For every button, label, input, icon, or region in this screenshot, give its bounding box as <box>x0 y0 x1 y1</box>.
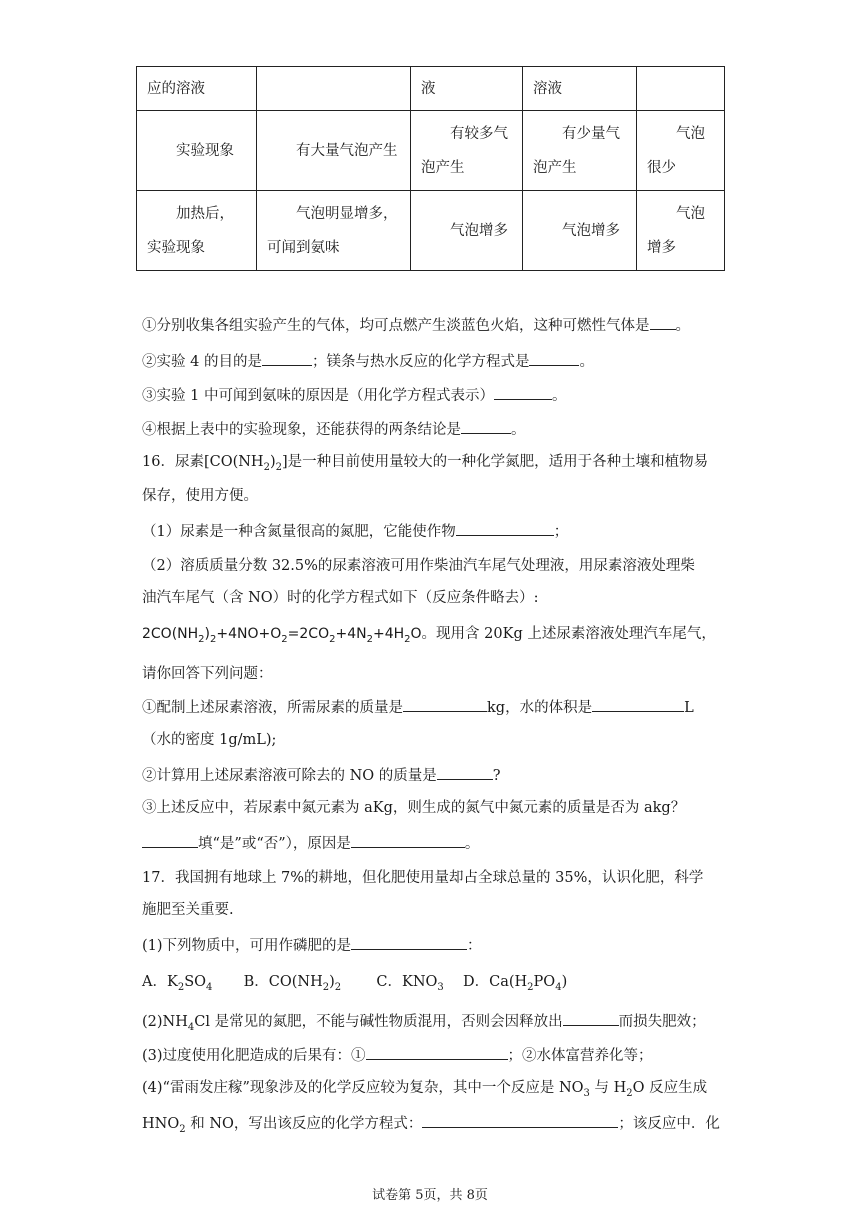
answer-blank[interactable] <box>563 1010 619 1026</box>
table-row <box>137 111 725 191</box>
q17-text: (3)过度使用化肥造成的后果有：① <box>142 1048 366 1064</box>
q17-part-2: $(2)NH_4Cl$ 是常见的氮肥，不能与碱性物质混用，否则会因释放出 而损失肥效； <box>142 1010 724 1038</box>
option-label: B．CO(NH <box>243 974 323 990</box>
q16-text: ①配制上述尿素溶液，所需尿素的质量是 <box>142 700 403 716</box>
q17-text: 而损失肥效； <box>618 1014 706 1030</box>
option-c[interactable]: C．$KNO_3$ <box>376 974 444 993</box>
answer-blank[interactable] <box>494 384 552 400</box>
table-cell: 气泡增多 <box>411 191 523 271</box>
table-cell: 液 <box>411 67 523 111</box>
q16-text: ]是一种目前使用量较大的一种化学氮肥，适用于各种土壤和植物易 <box>282 454 709 470</box>
table-cell <box>637 67 725 111</box>
q17-text: HNO <box>142 1116 180 1132</box>
page-footer: 试卷第 5页，共 8页 <box>372 1188 488 1203</box>
punct: 。 <box>511 422 526 438</box>
q16-item-3: ③上述反应中，若尿素中氮元素为 aKg，则生成的氮气中氮元素的质量是否为 akg？ <box>142 800 686 816</box>
q17-part-4: (4)“雷雨发庄稼”现象涉及的化学反应较为复杂，其中一个反应是 $NO_3$ 与 $H_2O$ 反应生成 <box>142 1080 708 1099</box>
q16-item-2 <box>142 764 724 786</box>
q17-text: O 反应生成 <box>632 1080 708 1096</box>
answer-blank[interactable] <box>351 934 467 950</box>
q17-text: (4)“雷雨发庄稼”现象涉及的化学反应较为复杂，其中一个反应是 NO <box>142 1080 584 1096</box>
q15-item-2 <box>142 350 724 372</box>
q15-item-3 <box>142 384 724 406</box>
q16-prompt: 请你回答下列问题： <box>142 666 273 682</box>
table-cell: 气泡增多 <box>523 191 637 271</box>
answer-blank[interactable] <box>262 350 312 366</box>
punct: ? <box>492 768 501 784</box>
q15-text: ；镁条与热水反应的化学方程式是 <box>311 354 530 370</box>
option-d[interactable]: D．$Ca(H_2PO_4)$ <box>463 974 568 993</box>
option-label: D．Ca(H <box>463 974 528 990</box>
answer-blank[interactable] <box>456 520 554 536</box>
punct: ： <box>467 938 482 954</box>
q17-text: Cl 是常见的氮肥，不能与碱性物质混用，否则会因释放出 <box>194 1014 563 1030</box>
table-cell: 气泡明显增多，可闻到氨味 <box>257 191 411 271</box>
table-row <box>137 67 725 111</box>
q16-part-1 <box>142 520 724 542</box>
q16-text: 。现用含 20Kg 上述尿素溶液处理汽车尾气， <box>421 626 716 642</box>
q17-part-4-cont: $HNO_2$ 和 NO，写出该反应的化学方程式： ；该反应中．化 <box>142 1112 724 1140</box>
q15-text: ③实验 1 中可闻到氨味的原因是（用化学方程式表示） <box>142 388 494 404</box>
q17-text: ；该反应中．化 <box>618 1116 720 1132</box>
q16-text: kg，水的体积是 <box>487 700 593 716</box>
q16-part-2-cont: 油汽车尾气（含 NO）时的化学方程式如下（反应条件略去）: <box>142 590 539 606</box>
option-label: A．K <box>142 974 178 990</box>
q17-part-3 <box>142 1044 724 1066</box>
punct: 。 <box>675 318 690 334</box>
table-cell: 实验现象 <box>137 111 257 191</box>
table-cell: 加热后，实验现象 <box>137 191 257 271</box>
punct: 。 <box>464 836 480 852</box>
answer-blank[interactable] <box>650 314 676 330</box>
punct: 。 <box>579 354 594 370</box>
q15-item-4 <box>142 418 724 440</box>
option-a[interactable]: A．$K_2SO_4$ <box>142 974 213 993</box>
q16-text: 填“是”或“否”），原因是 <box>198 836 351 852</box>
chemical-equation-line <box>142 624 724 650</box>
answer-blank[interactable] <box>529 350 579 366</box>
table-cell: 气泡很少 <box>637 111 725 191</box>
q15-item-1 <box>142 314 724 336</box>
q17-options <box>142 972 724 998</box>
table-cell: 有较多气泡产生 <box>411 111 523 191</box>
q17-text: 和 NO，写出该反应的化学方程式： <box>185 1116 423 1132</box>
q17-text: (2)NH <box>142 1014 188 1030</box>
answer-blank[interactable] <box>422 1112 618 1128</box>
option-label: C．KNO <box>376 974 438 990</box>
q16-stem-2: 保存，使用方便。 <box>142 488 258 504</box>
punct: 。 <box>551 388 567 404</box>
q16-item-3-cont <box>142 832 724 854</box>
q17-stem-2: 施肥至关重要. <box>142 902 234 918</box>
q16-text: 16．尿素[CO(NH <box>142 454 264 470</box>
q17-text: (1)下列物质中，可用作磷肥的是 <box>142 938 352 954</box>
q16-text: ) <box>269 454 276 470</box>
q17-part-1 <box>142 934 724 956</box>
q16-item-1 <box>142 696 724 718</box>
option-b[interactable]: B．$CO(NH_2)_2$ <box>243 974 342 993</box>
q15-text: ④根据上表中的实验现象，还能获得的两条结论是 <box>142 422 461 438</box>
q16-text: ②计算用上述尿素溶液可除去的 NO 的质量是 <box>142 768 437 784</box>
table-row <box>137 191 725 271</box>
q15-text: ②实验 4 的目的是 <box>142 354 262 370</box>
answer-blank[interactable] <box>403 696 487 712</box>
answer-blank[interactable] <box>461 418 511 434</box>
answer-blank[interactable] <box>366 1044 508 1060</box>
q17-text: ；②水体富营养化等； <box>507 1048 653 1064</box>
table-cell: 溶液 <box>523 67 637 111</box>
q15-text: ①分别收集各组实验产生的气体，均可点燃产生淡蓝色火焰，这种可燃性气体是 <box>142 318 650 334</box>
experiment-table <box>136 66 725 271</box>
q16-item-1-cont: （水的密度 1g/mL); <box>142 732 277 748</box>
chemical-equation: $2CO(NH_2)_2+4NO+O_2=2CO_2+4N_2+4H_2O$ <box>142 626 422 645</box>
q16-stem: 16．尿素$[CO(NH_2)_2]$是一种目前使用量较大的一种化学氮肥，适用于各种土壤和植物易 <box>142 454 709 473</box>
table-cell: 有大量气泡产生 <box>257 111 411 191</box>
punct: ； <box>553 524 569 540</box>
answer-blank[interactable] <box>351 832 465 848</box>
table-cell: 有少量气泡产生 <box>523 111 637 191</box>
q17-stem: 17．我国拥有地球上 7%的耕地，但化肥使用量却占全球总量的 35%，认识化肥，科学 <box>142 870 704 886</box>
q17-text: 与 H <box>589 1080 627 1096</box>
answer-blank[interactable] <box>142 832 198 848</box>
q16-text: （1）尿素是一种含氮量很高的氮肥，它能使作物 <box>142 524 456 540</box>
q16-text: L <box>684 700 694 716</box>
table-cell: 应的溶液 <box>137 67 257 111</box>
answer-blank[interactable] <box>592 696 684 712</box>
q16-part-2: （2）溶质质量分数 32.5%的尿素溶液可用作柴油汽车尾气处理液，用尿素溶液处理柴 <box>142 558 695 574</box>
table-cell: 气泡增多 <box>637 191 725 271</box>
answer-blank[interactable] <box>437 764 493 780</box>
table-cell <box>257 67 411 111</box>
